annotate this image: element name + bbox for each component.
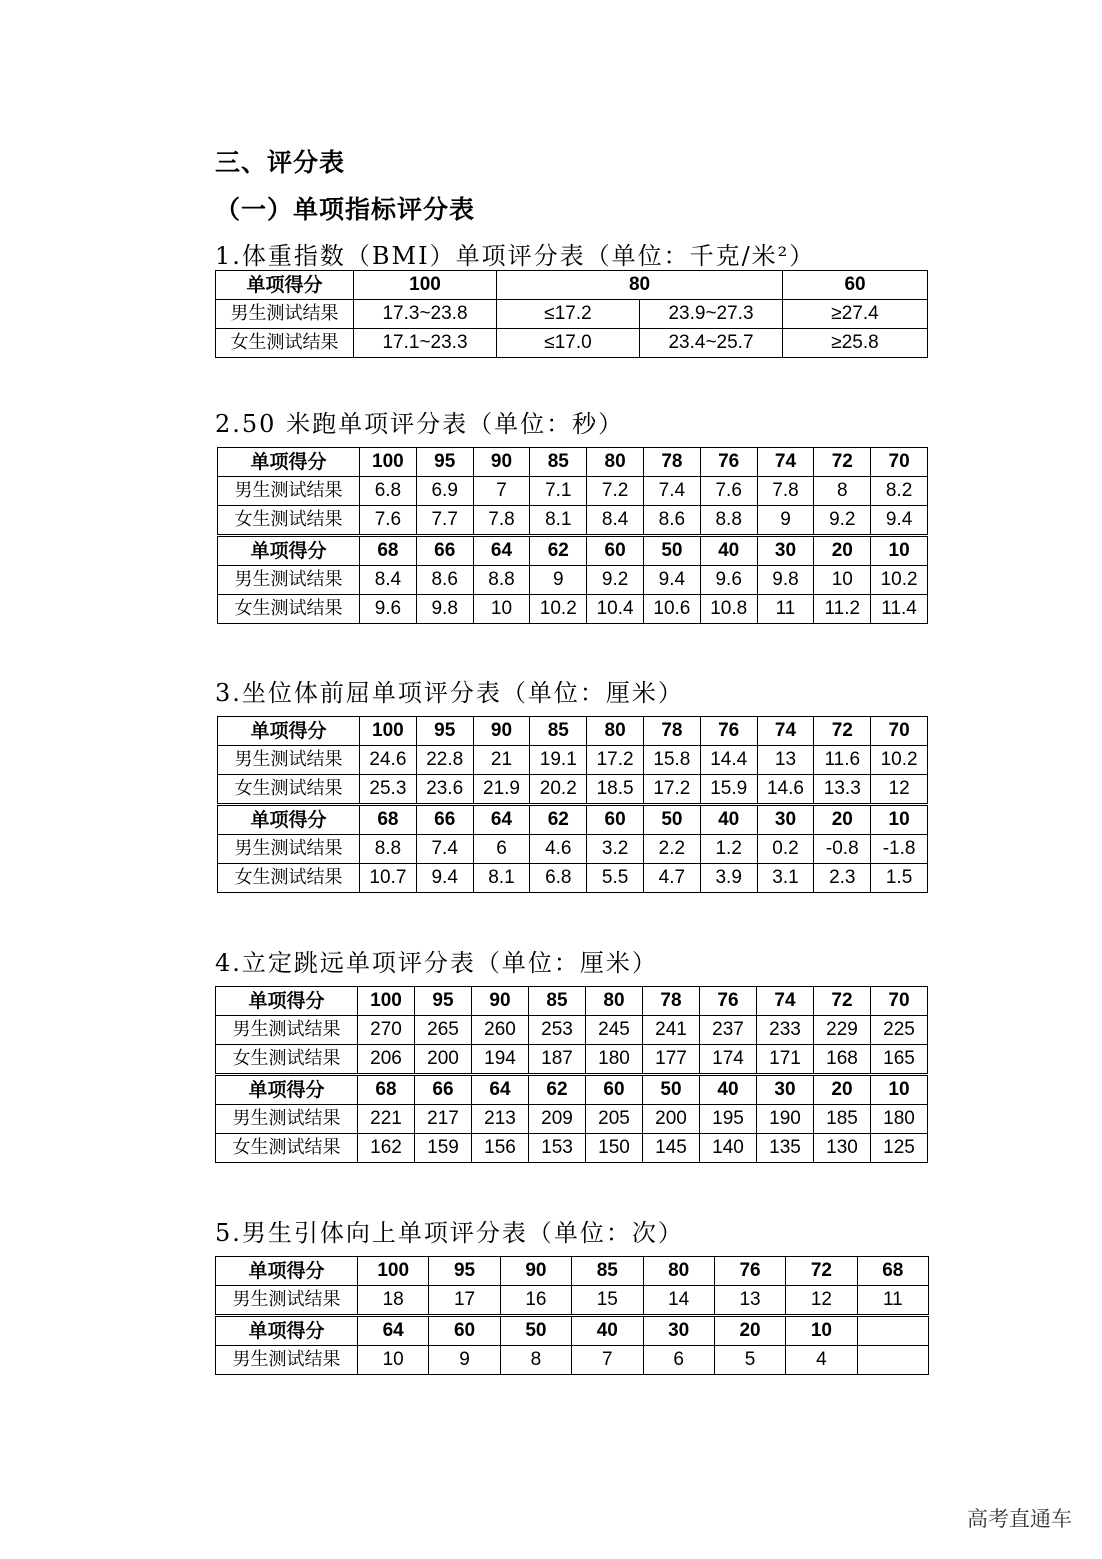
- score-cell: 72: [814, 717, 871, 746]
- header-label: 单项得分: [216, 987, 358, 1016]
- value-cell: 7.6: [360, 506, 417, 536]
- score-cell: 76: [700, 987, 757, 1016]
- value-cell: 11.4: [871, 595, 928, 624]
- header-label: 单项得分: [218, 448, 360, 477]
- score-cell: 95: [429, 1257, 500, 1286]
- value-cell: 4: [786, 1346, 857, 1375]
- value-cell: 0.2: [757, 835, 814, 864]
- score-cell: 60: [587, 536, 644, 566]
- value-cell: 7: [572, 1346, 643, 1375]
- score-cell: 60: [586, 1075, 643, 1105]
- score-cell: 100: [360, 717, 417, 746]
- value-cell: 15.8: [643, 746, 700, 775]
- bmi-male-row: [216, 300, 928, 329]
- sitreach-male-row: [218, 746, 928, 775]
- score-cell: 62: [530, 536, 587, 566]
- pullup-table-caption: 5.男生引体向上单项评分表（单位：次）: [215, 1219, 684, 1247]
- sitreach-male-row: [218, 835, 928, 864]
- value-cell: 174: [700, 1045, 757, 1075]
- value-cell: -1.8: [871, 835, 928, 864]
- value-cell: 20.2: [530, 775, 587, 805]
- watermark-text: 高考直通车: [967, 1507, 1072, 1531]
- pullup-male-row: [216, 1286, 929, 1316]
- row-label: 男生测试结果: [218, 566, 360, 595]
- value-cell: 7.8: [473, 506, 530, 536]
- row-label: 女生测试结果: [218, 595, 360, 624]
- score-cell: 85: [572, 1257, 643, 1286]
- value-cell: 25.3: [360, 775, 417, 805]
- value-cell: 229: [814, 1016, 871, 1045]
- value-cell: 125: [871, 1134, 928, 1163]
- value-cell: 22.8: [416, 746, 473, 775]
- value-cell: 17: [429, 1286, 500, 1316]
- value-cell: 241: [643, 1016, 700, 1045]
- score-cell: 100: [360, 448, 417, 477]
- value-cell: 2.3: [814, 864, 871, 893]
- value-cell: 8.1: [473, 864, 530, 893]
- value-cell: 9.2: [587, 566, 644, 595]
- score-cell: 85: [530, 717, 587, 746]
- run50-header-row: [218, 448, 928, 477]
- score-cell: 100: [358, 1257, 429, 1286]
- score-cell: 30: [757, 536, 814, 566]
- value-cell: 9.4: [643, 566, 700, 595]
- score-cell: 78: [643, 987, 700, 1016]
- score-cell: 40: [700, 805, 757, 835]
- value-cell: 10.8: [700, 595, 757, 624]
- header-label: 单项得分: [218, 805, 360, 835]
- header-label: 单项得分: [218, 717, 360, 746]
- header-label: 单项得分: [216, 1075, 358, 1105]
- longjump-male-row: [216, 1016, 928, 1045]
- score-cell: 90: [473, 448, 530, 477]
- value-cell: 7.4: [416, 835, 473, 864]
- value-cell: 8.8: [700, 506, 757, 536]
- value-cell: 14: [643, 1286, 714, 1316]
- longjump-header-row: [216, 1075, 928, 1105]
- sitreach-table-caption: 3.坐位体前屈单项评分表（单位：厘米）: [215, 679, 684, 707]
- score-cell: 20: [814, 805, 871, 835]
- value-cell: 10: [473, 595, 530, 624]
- value-cell: 8.1: [530, 506, 587, 536]
- run50-header-row: [218, 536, 928, 566]
- score-cell: 80: [497, 271, 783, 300]
- row-label: 女生测试结果: [216, 329, 354, 358]
- score-cell: 90: [473, 717, 530, 746]
- score-cell: 50: [500, 1316, 571, 1346]
- value-cell: 23.4~25.7: [640, 329, 783, 358]
- row-label: 女生测试结果: [216, 1134, 358, 1163]
- value-cell: 221: [358, 1105, 415, 1134]
- row-label: 男生测试结果: [216, 1286, 358, 1316]
- longjump-table-caption: 4.立定跳远单项评分表（单位：厘米）: [215, 949, 658, 977]
- score-cell: 95: [416, 448, 473, 477]
- run50-male-row: [218, 477, 928, 506]
- score-cell: 68: [360, 805, 417, 835]
- score-cell: 80: [587, 448, 644, 477]
- value-cell: 18: [358, 1286, 429, 1316]
- value-cell: 10.7: [360, 864, 417, 893]
- score-cell: 20: [714, 1316, 785, 1346]
- value-cell: 7.4: [643, 477, 700, 506]
- value-cell: 9: [429, 1346, 500, 1375]
- value-cell: 180: [871, 1105, 928, 1134]
- score-cell: 10: [871, 1075, 928, 1105]
- score-cell: 64: [473, 536, 530, 566]
- value-cell: 8.8: [473, 566, 530, 595]
- value-cell: 6.8: [530, 864, 587, 893]
- score-cell: 74: [757, 987, 814, 1016]
- value-cell: 135: [757, 1134, 814, 1163]
- value-cell: 237: [700, 1016, 757, 1045]
- value-cell: 1.5: [871, 864, 928, 893]
- value-cell: 9.8: [416, 595, 473, 624]
- value-cell: 21.9: [473, 775, 530, 805]
- score-cell: 66: [416, 805, 473, 835]
- row-label: 女生测试结果: [218, 864, 360, 893]
- value-cell: 14.4: [700, 746, 757, 775]
- score-cell: 80: [586, 987, 643, 1016]
- value-cell: 11.2: [814, 595, 871, 624]
- row-label: 男生测试结果: [216, 1016, 358, 1045]
- value-cell: 209: [529, 1105, 586, 1134]
- row-label: 男生测试结果: [216, 300, 354, 329]
- value-cell: 265: [415, 1016, 472, 1045]
- value-cell: 270: [358, 1016, 415, 1045]
- score-cell: 30: [643, 1316, 714, 1346]
- value-cell: 171: [757, 1045, 814, 1075]
- longjump-female-row: [216, 1045, 928, 1075]
- value-cell: 213: [472, 1105, 529, 1134]
- score-cell: 85: [530, 448, 587, 477]
- value-cell: 168: [814, 1045, 871, 1075]
- value-cell: 187: [529, 1045, 586, 1075]
- score-cell: 40: [700, 536, 757, 566]
- row-label: 男生测试结果: [216, 1346, 358, 1375]
- value-cell: 6.9: [416, 477, 473, 506]
- value-cell: 225: [871, 1016, 928, 1045]
- value-cell: 18.5: [587, 775, 644, 805]
- value-cell: ≥25.8: [783, 329, 928, 358]
- value-cell: 245: [586, 1016, 643, 1045]
- score-cell: 95: [416, 717, 473, 746]
- pullup-header-row: [216, 1257, 929, 1286]
- value-cell: 130: [814, 1134, 871, 1163]
- longjump-male-row: [216, 1105, 928, 1134]
- sitreach-header-row: [218, 805, 928, 835]
- value-cell: 5.5: [587, 864, 644, 893]
- value-cell: 9.6: [360, 595, 417, 624]
- score-cell: 50: [643, 536, 700, 566]
- value-cell: 3.2: [587, 835, 644, 864]
- score-cell: 70: [871, 717, 928, 746]
- value-cell: 159: [415, 1134, 472, 1163]
- score-cell: 74: [757, 717, 814, 746]
- row-label: 男生测试结果: [218, 835, 360, 864]
- value-cell: 17.2: [587, 746, 644, 775]
- sitreach-female-row: [218, 864, 928, 893]
- value-cell: 7: [473, 477, 530, 506]
- sitreach-table: [217, 716, 928, 893]
- score-cell: 95: [415, 987, 472, 1016]
- value-cell: 190: [757, 1105, 814, 1134]
- value-cell: 6: [643, 1346, 714, 1375]
- value-cell: 7.2: [587, 477, 644, 506]
- score-cell: [857, 1316, 928, 1346]
- value-cell: 9: [757, 506, 814, 536]
- score-cell: 60: [587, 805, 644, 835]
- score-cell: 50: [643, 805, 700, 835]
- value-cell: 185: [814, 1105, 871, 1134]
- value-cell: 8: [500, 1346, 571, 1375]
- value-cell: 2.2: [643, 835, 700, 864]
- value-cell: 9.4: [416, 864, 473, 893]
- row-label: 男生测试结果: [218, 477, 360, 506]
- score-cell: 85: [529, 987, 586, 1016]
- row-label: 女生测试结果: [218, 506, 360, 536]
- score-cell: 90: [500, 1257, 571, 1286]
- longjump-header-row: [216, 987, 928, 1016]
- score-cell: 70: [871, 987, 928, 1016]
- bmi-female-row: [216, 329, 928, 358]
- value-cell: 3.9: [700, 864, 757, 893]
- score-cell: 68: [360, 536, 417, 566]
- score-cell: 76: [700, 717, 757, 746]
- value-cell: 8: [814, 477, 871, 506]
- value-cell: 165: [871, 1045, 928, 1075]
- value-cell: 15: [572, 1286, 643, 1316]
- score-cell: 74: [757, 448, 814, 477]
- pullup-male-row: [216, 1346, 929, 1375]
- value-cell: 6: [473, 835, 530, 864]
- value-cell: 140: [700, 1134, 757, 1163]
- subsection-heading: （一）单项指标评分表: [215, 195, 476, 224]
- header-label: 单项得分: [216, 1257, 358, 1286]
- value-cell: 153: [529, 1134, 586, 1163]
- value-cell: -0.8: [814, 835, 871, 864]
- score-cell: 20: [814, 536, 871, 566]
- value-cell: 195: [700, 1105, 757, 1134]
- longjump-table: [215, 986, 928, 1163]
- value-cell: 11: [757, 595, 814, 624]
- value-cell: 7.8: [757, 477, 814, 506]
- value-cell: 150: [586, 1134, 643, 1163]
- value-cell: 205: [586, 1105, 643, 1134]
- longjump-female-row: [216, 1134, 928, 1163]
- value-cell: 194: [472, 1045, 529, 1075]
- value-cell: 9.6: [700, 566, 757, 595]
- value-cell: 4.7: [643, 864, 700, 893]
- row-label: 男生测试结果: [218, 746, 360, 775]
- value-cell: 13: [714, 1286, 785, 1316]
- value-cell: 13: [757, 746, 814, 775]
- score-cell: 80: [587, 717, 644, 746]
- value-cell: 13.3: [814, 775, 871, 805]
- value-cell: 10.2: [530, 595, 587, 624]
- value-cell: 162: [358, 1134, 415, 1163]
- value-cell: 4.6: [530, 835, 587, 864]
- value-cell: ≤17.2: [497, 300, 640, 329]
- score-cell: 78: [643, 448, 700, 477]
- value-cell: 7.7: [416, 506, 473, 536]
- header-label: 单项得分: [216, 1316, 358, 1346]
- row-label: 女生测试结果: [216, 1045, 358, 1075]
- value-cell: 1.2: [700, 835, 757, 864]
- run50-female-row: [218, 595, 928, 624]
- score-cell: 72: [814, 448, 871, 477]
- value-cell: 8.8: [360, 835, 417, 864]
- value-cell: 8.4: [587, 506, 644, 536]
- score-cell: 60: [429, 1316, 500, 1346]
- value-cell: 17.2: [643, 775, 700, 805]
- pullup-table: [215, 1256, 929, 1375]
- run50-male-row: [218, 566, 928, 595]
- value-cell: 8.4: [360, 566, 417, 595]
- score-cell: 68: [358, 1075, 415, 1105]
- score-cell: 100: [354, 271, 497, 300]
- bmi-table: [215, 270, 928, 358]
- value-cell: 10: [358, 1346, 429, 1375]
- sitreach-header-row: [218, 717, 928, 746]
- value-cell: 8.2: [871, 477, 928, 506]
- score-cell: 50: [643, 1075, 700, 1105]
- value-cell: 200: [415, 1045, 472, 1075]
- value-cell: 11.6: [814, 746, 871, 775]
- value-cell: 17.3~23.8: [354, 300, 497, 329]
- value-cell: 10.2: [871, 746, 928, 775]
- sitreach-female-row: [218, 775, 928, 805]
- value-cell: 21: [473, 746, 530, 775]
- run50-table-caption: 2.50 米跑单项评分表（单位：秒）: [215, 410, 625, 438]
- score-cell: 62: [529, 1075, 586, 1105]
- value-cell: 5: [714, 1346, 785, 1375]
- value-cell: 253: [529, 1016, 586, 1045]
- value-cell: 9.2: [814, 506, 871, 536]
- value-cell: 233: [757, 1016, 814, 1045]
- value-cell: 7.6: [700, 477, 757, 506]
- value-cell: 8.6: [643, 506, 700, 536]
- value-cell: 10: [814, 566, 871, 595]
- header-label: 单项得分: [216, 271, 354, 300]
- score-cell: 66: [416, 536, 473, 566]
- score-cell: 64: [472, 1075, 529, 1105]
- run50-female-row: [218, 506, 928, 536]
- score-cell: 62: [530, 805, 587, 835]
- score-cell: 72: [786, 1257, 857, 1286]
- score-cell: 60: [783, 271, 928, 300]
- score-cell: 90: [472, 987, 529, 1016]
- pullup-header-row: [216, 1316, 929, 1346]
- value-cell: 9: [530, 566, 587, 595]
- value-cell: 9.4: [871, 506, 928, 536]
- score-cell: 80: [643, 1257, 714, 1286]
- score-cell: 76: [700, 448, 757, 477]
- row-label: 男生测试结果: [216, 1105, 358, 1134]
- value-cell: 3.1: [757, 864, 814, 893]
- value-cell: 14.6: [757, 775, 814, 805]
- value-cell: 217: [415, 1105, 472, 1134]
- score-cell: 30: [757, 805, 814, 835]
- value-cell: 17.1~23.3: [354, 329, 497, 358]
- value-cell: 24.6: [360, 746, 417, 775]
- run50-table: [217, 447, 928, 624]
- score-cell: 68: [857, 1257, 928, 1286]
- score-cell: 70: [871, 448, 928, 477]
- value-cell: 12: [871, 775, 928, 805]
- score-cell: 66: [415, 1075, 472, 1105]
- value-cell: 10.4: [587, 595, 644, 624]
- value-cell: 180: [586, 1045, 643, 1075]
- header-label: 单项得分: [218, 536, 360, 566]
- value-cell: 260: [472, 1016, 529, 1045]
- value-cell: 10.2: [871, 566, 928, 595]
- value-cell: 23.6: [416, 775, 473, 805]
- score-cell: 64: [473, 805, 530, 835]
- value-cell: 6.8: [360, 477, 417, 506]
- value-cell: 206: [358, 1045, 415, 1075]
- score-cell: 40: [700, 1075, 757, 1105]
- score-cell: 76: [714, 1257, 785, 1286]
- score-cell: 72: [814, 987, 871, 1016]
- value-cell: 8.6: [416, 566, 473, 595]
- value-cell: ≤17.0: [497, 329, 640, 358]
- value-cell: 177: [643, 1045, 700, 1075]
- score-cell: 20: [814, 1075, 871, 1105]
- row-label: 女生测试结果: [218, 775, 360, 805]
- value-cell: 16: [500, 1286, 571, 1316]
- value-cell: 9.8: [757, 566, 814, 595]
- score-cell: 64: [358, 1316, 429, 1346]
- value-cell: 10.6: [643, 595, 700, 624]
- value-cell: 23.9~27.3: [640, 300, 783, 329]
- value-cell: 11: [857, 1286, 928, 1316]
- section-heading: 三、评分表: [215, 148, 346, 177]
- bmi-table-caption: 1.体重指数（BMI）单项评分表（单位：千克/米²）: [215, 242, 816, 270]
- score-cell: 78: [643, 717, 700, 746]
- value-cell: ≥27.4: [783, 300, 928, 329]
- score-cell: 30: [757, 1075, 814, 1105]
- score-cell: 100: [358, 987, 415, 1016]
- value-cell: 12: [786, 1286, 857, 1316]
- value-cell: 200: [643, 1105, 700, 1134]
- value-cell: 19.1: [530, 746, 587, 775]
- value-cell: [857, 1346, 928, 1375]
- score-cell: 10: [871, 805, 928, 835]
- value-cell: 7.1: [530, 477, 587, 506]
- score-cell: 10: [871, 536, 928, 566]
- score-cell: 10: [786, 1316, 857, 1346]
- value-cell: 145: [643, 1134, 700, 1163]
- value-cell: 15.9: [700, 775, 757, 805]
- value-cell: 156: [472, 1134, 529, 1163]
- bmi-header-row: [216, 271, 928, 300]
- score-cell: 40: [572, 1316, 643, 1346]
